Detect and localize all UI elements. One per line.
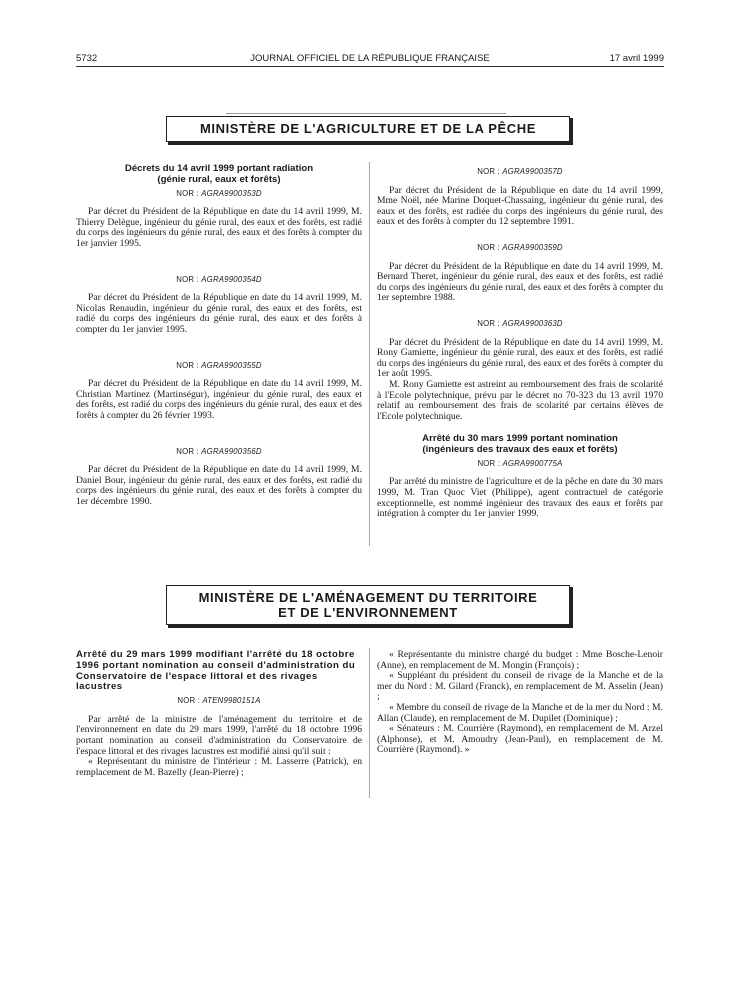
decree-text: Par décret du Président de la République en date du 14 avril 1999, Mme Noël, née Marine Doquet-Chassaing, ingénieur du génie rural, des eaux et des forêts, est radiée du corps des ingénieurs du génie rural, des eaux et des forêts à compter du 12 septembre 1991.	[377, 184, 663, 228]
nor-reference: NOR : AGRA9900355D	[176, 360, 262, 370]
nor-reference: NOR : AGRA9900353D	[176, 188, 262, 198]
issue-date: 17 avril 1999	[609, 53, 664, 64]
column-separator	[369, 648, 370, 798]
arrete-text: Par arrêté de la ministre de l'aménagement du territoire et de l'environnement en date du 29 mars 1999, l'arrêté du 18 octobre 1996 portant nomination au conseil d'administration du Conservatoire de l'espace littoral et des rivages lacustres est modifié ainsi qu'il suit :	[76, 713, 362, 757]
arrete-text: Par arrêté du ministre de l'agriculture et de la pêche en date du 30 mars 1999, M. Tran Quoc Viet (Philippe), agent contractuel de catégorie exceptionnelle, est nommé ingénieur des travaux des eaux et forêts par intégration à compter du 1er janvier 1999.	[377, 476, 663, 520]
nor-reference: NOR : AGRA9900356D	[176, 446, 262, 456]
page-number: 5732	[76, 53, 98, 64]
left-column-environment	[76, 650, 362, 778]
decree-text: Par décret du Président de la République en date du 14 avril 1999, M. Nicolas Renaudin, ingénieur du génie rural, des eaux et des forêts, est radié du corps des ingénieurs du génie rural, des eaux et des forêts à compter du 1er janvier 1995.	[76, 292, 362, 335]
ministry-environment-title-line2: ET DE L'ENVIRONNEMENT	[278, 605, 458, 620]
arrete-text: « Représentant du ministre de l'intérieur : M. Lasserre (Patrick), en remplacement de M. Bazelly (Jean-Pierre) ;	[76, 756, 362, 778]
decorative-rule	[226, 113, 506, 114]
nor-reference: NOR : AGRA9900357D	[477, 167, 563, 176]
arrete-text: « Suppléant du président du conseil de rivage de la Manche et de la mer du Nord : M. Gilard (Franck), en remplacement de M. Asselin (Jean) ;	[377, 670, 663, 703]
column-separator	[369, 162, 370, 546]
nor-reference: NOR : AGRA9900775A	[477, 458, 563, 468]
header-rule	[76, 66, 664, 67]
nor-reference: NOR : ATEN9980151A	[177, 696, 261, 706]
arrete-text: « Représentante du ministre chargé du budget : Mme Bosche-Lenoir (Anne), en remplacement de M. Mongin (François) ;	[377, 649, 663, 671]
decree-text: M. Rony Gamiette est astreint au remboursement des frais de scolarité à l'Ecole polytechnique, prévu par le décret no 70-323 du 13 avril 1970 relatif au remboursement des frais de scolarité par certains élèves de l'Ecole polytechnique.	[377, 378, 663, 422]
left-column-agriculture	[76, 164, 362, 507]
page-header	[76, 53, 664, 67]
journal-title: JOURNAL OFFICIEL DE LA RÉPUBLIQUE FRANÇAISE	[250, 53, 490, 64]
arrete-text: « Membre du conseil de rivage de la Manche et de la mer du Nord : M. Allan (Claude), en remplacement de M. Dupilet (Dominique) ;	[377, 701, 663, 724]
decree-text: Par décret du Président de la République en date du 14 avril 1999, M. Christian Martinez (Martinségur), ingénieur du génie rural, des eaux et des forêts, est radié du corps des ingénieurs du génie rural, des eaux et des forêts à compter du 26 février 1993.	[76, 378, 362, 421]
ministry-agriculture-heading	[166, 116, 570, 142]
nor-reference: NOR : AGRA9900354D	[176, 274, 262, 284]
ministry-environment-heading	[166, 585, 570, 625]
nor-reference: NOR : AGRA9900363D	[477, 318, 563, 328]
arrete-text: « Sénateurs : M. Courrière (Raymond), en remplacement de M. Arzel (Alphonse), et M. Amoudry (Jean-Paul), en remplacement de M. Courrière (Raymond). »	[377, 723, 663, 756]
nor-reference: NOR : AGRA9900359D	[477, 242, 563, 252]
right-column-agriculture	[377, 164, 663, 520]
ministry-environment-title-line1: MINISTÈRE DE L'AMÉNAGEMENT DU TERRITOIRE	[198, 590, 538, 605]
right-column-environment	[377, 650, 663, 756]
arrete-title: Arrêté du 29 mars 1999 modifiant l'arrêté du 18 octobre 1996 portant nomination au conseil d'administration du Conservatoire de l'espace littoral et des rivages lacustres	[76, 649, 356, 693]
decree-text: Par décret du Président de la République en date du 14 avril 1999, M. Daniel Bour, ingénieur du génie rural, des eaux et des forêts, est radié du corps des ingénieurs du génie rural, des eaux et des forêts à compter du 1er décembre 1990.	[76, 464, 362, 507]
arrete-title: Arrêté du 30 mars 1999 portant nomination (ingénieurs des travaux des eaux et forêts)	[422, 433, 618, 456]
decree-text: Par décret du Président de la République en date du 14 avril 1999, M. Bernard Theret, ingénieur du génie rural, des eaux et des forêts, est radié du corps des ingénieurs du génie rural, des eaux et des forêts à compter du 1er septembre 1988.	[377, 260, 663, 304]
decree-text: Par décret du Président de la République en date du 14 avril 1999, M. Rony Gamiette, ingénieur du génie rural, des eaux et des forêts, est radié du corps des ingénieurs du génie rural, des eaux et des forêts à compter du 1er août 1995.	[377, 336, 663, 380]
decree-title: Décrets du 14 avril 1999 portant radiation (génie rural, eaux et forêts)	[124, 163, 314, 185]
ministry-agriculture-title: MINISTÈRE DE L'AGRICULTURE ET DE LA PÊCHE	[199, 121, 537, 136]
decree-text: Par décret du Président de la République en date du 14 avril 1999, M. Thierry Delègue, ingénieur du génie rural, des eaux et des forêts, est radié du corps des ingénieurs du génie rural, des eaux et des forêts à compter du 1er janvier 1995.	[76, 206, 362, 249]
